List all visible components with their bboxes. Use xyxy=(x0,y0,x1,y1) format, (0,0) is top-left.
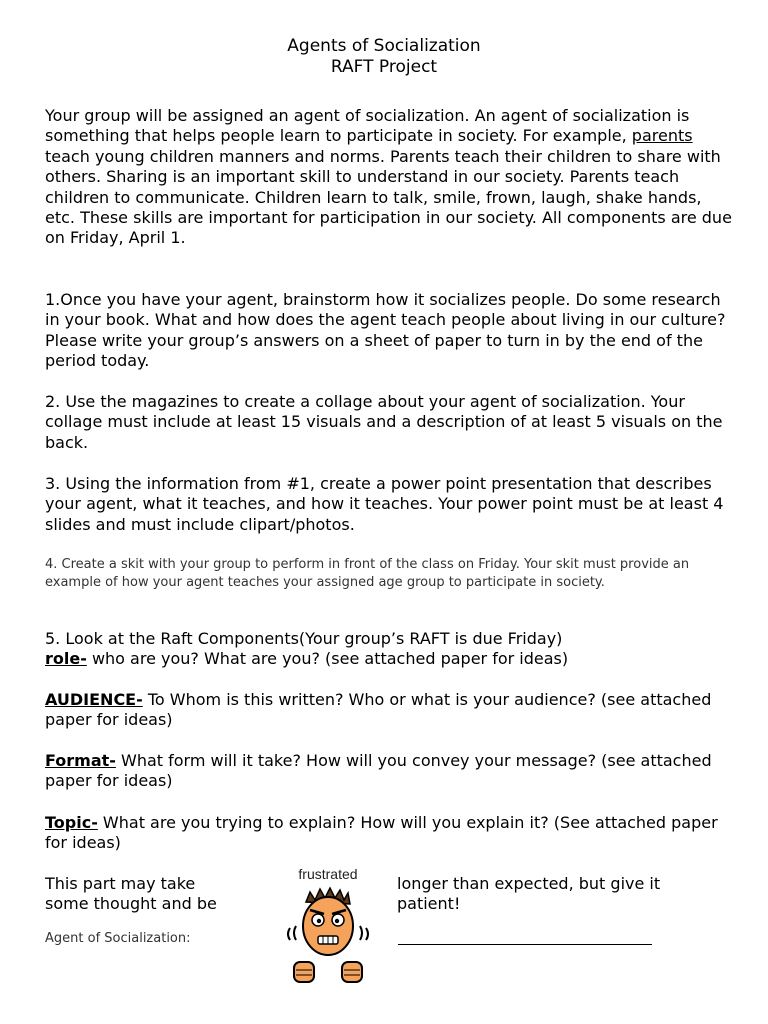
right-fist xyxy=(342,962,362,982)
raft-format xyxy=(45,751,735,792)
left-fist xyxy=(294,962,314,982)
step-5-heading: 5. Look at the Raft Components(Your group’s RAFT is due Friday) xyxy=(45,629,563,648)
closing-right-line-2: patient! xyxy=(397,894,461,914)
intro-underlined-word: parents xyxy=(631,126,693,146)
raft-topic xyxy=(45,813,735,854)
closing-right-line-1: longer than expected, but give it xyxy=(397,874,661,893)
agent-answer-line xyxy=(398,944,652,945)
closing-left-line-1: This part may take xyxy=(45,874,196,893)
intro-text-end: teach young children manners and norms. Parents teach their children to share with others. Sharing is an important skill to understand in our society. Parents teach children to communicate. Children learn to talk, smile, frown, laugh, shake hands, etc. These skills are important for participation in our society. All components are due on Friday, April 1. xyxy=(45,146,732,248)
right-pupil xyxy=(335,919,339,923)
clipart-caption: frustrated xyxy=(298,866,358,882)
left-pupil xyxy=(317,919,321,923)
step-1-paragraph: 1.Once you have your agent, brainstorm how it socializes people. Do some research in your book. What and how does the agent teach people about living in our culture? Please write your group’s answers on a sheet of paper to turn in by the end of the period today. xyxy=(45,290,726,371)
intro-text-start: Your group will be assigned an agent of socialization. An agent of socialization is something that helps people learn to participate in society. For example, xyxy=(45,106,690,146)
step-5-block xyxy=(45,629,735,670)
document-title xyxy=(0,36,768,78)
intro-paragraph xyxy=(45,106,735,249)
role-text: who are you? What are you? (see attached paper for ideas) xyxy=(86,649,569,669)
closing-left xyxy=(45,874,265,915)
head-shape xyxy=(303,897,353,955)
audience-text: To Whom is this written? Who or what is your audience? (see attached paper for ideas) xyxy=(45,690,712,730)
closing-left-line-2: some thought and be xyxy=(45,894,217,914)
step-2-paragraph: 2. Use the magazines to create a collage about your agent of socialization. Your collage must include at least 15 visuals and a description of at least 5 visuals on the back. xyxy=(45,392,723,452)
step-4-paragraph: 4. Create a skit with your group to perform in front of the class on Friday. Your skit must provide an example of how your agent teaches your assigned age group to participate in society. xyxy=(45,557,690,590)
title-line-2: RAFT Project xyxy=(330,57,438,77)
step-3-paragraph: 3. Using the information from #1, create a power point presentation that describes your agent, what it teaches, and how it teaches. Your power point must be at least 4 slides and must include clipart/photos. xyxy=(45,474,724,534)
format-text: What form will it take? How will you convey your message? (see attached paper for ideas) xyxy=(45,751,712,791)
topic-text: What are you trying to explain? How will you explain it? (See attached paper for ideas) xyxy=(45,813,718,853)
format-label: Format- xyxy=(45,751,116,770)
topic-label: Topic- xyxy=(45,813,98,832)
raft-audience xyxy=(45,690,735,731)
role-label: role- xyxy=(45,649,87,669)
shake-marks-right xyxy=(360,926,368,940)
frustrated-face-clipart-icon xyxy=(262,862,394,992)
title-line-1: Agents of Socialization xyxy=(287,36,481,56)
shake-marks-left xyxy=(288,926,296,940)
closing-right xyxy=(397,874,727,915)
agent-of-socialization-label: Agent of Socialization: xyxy=(45,931,191,946)
raft-role xyxy=(45,649,735,669)
audience-label: AUDIENCE- xyxy=(45,690,143,709)
